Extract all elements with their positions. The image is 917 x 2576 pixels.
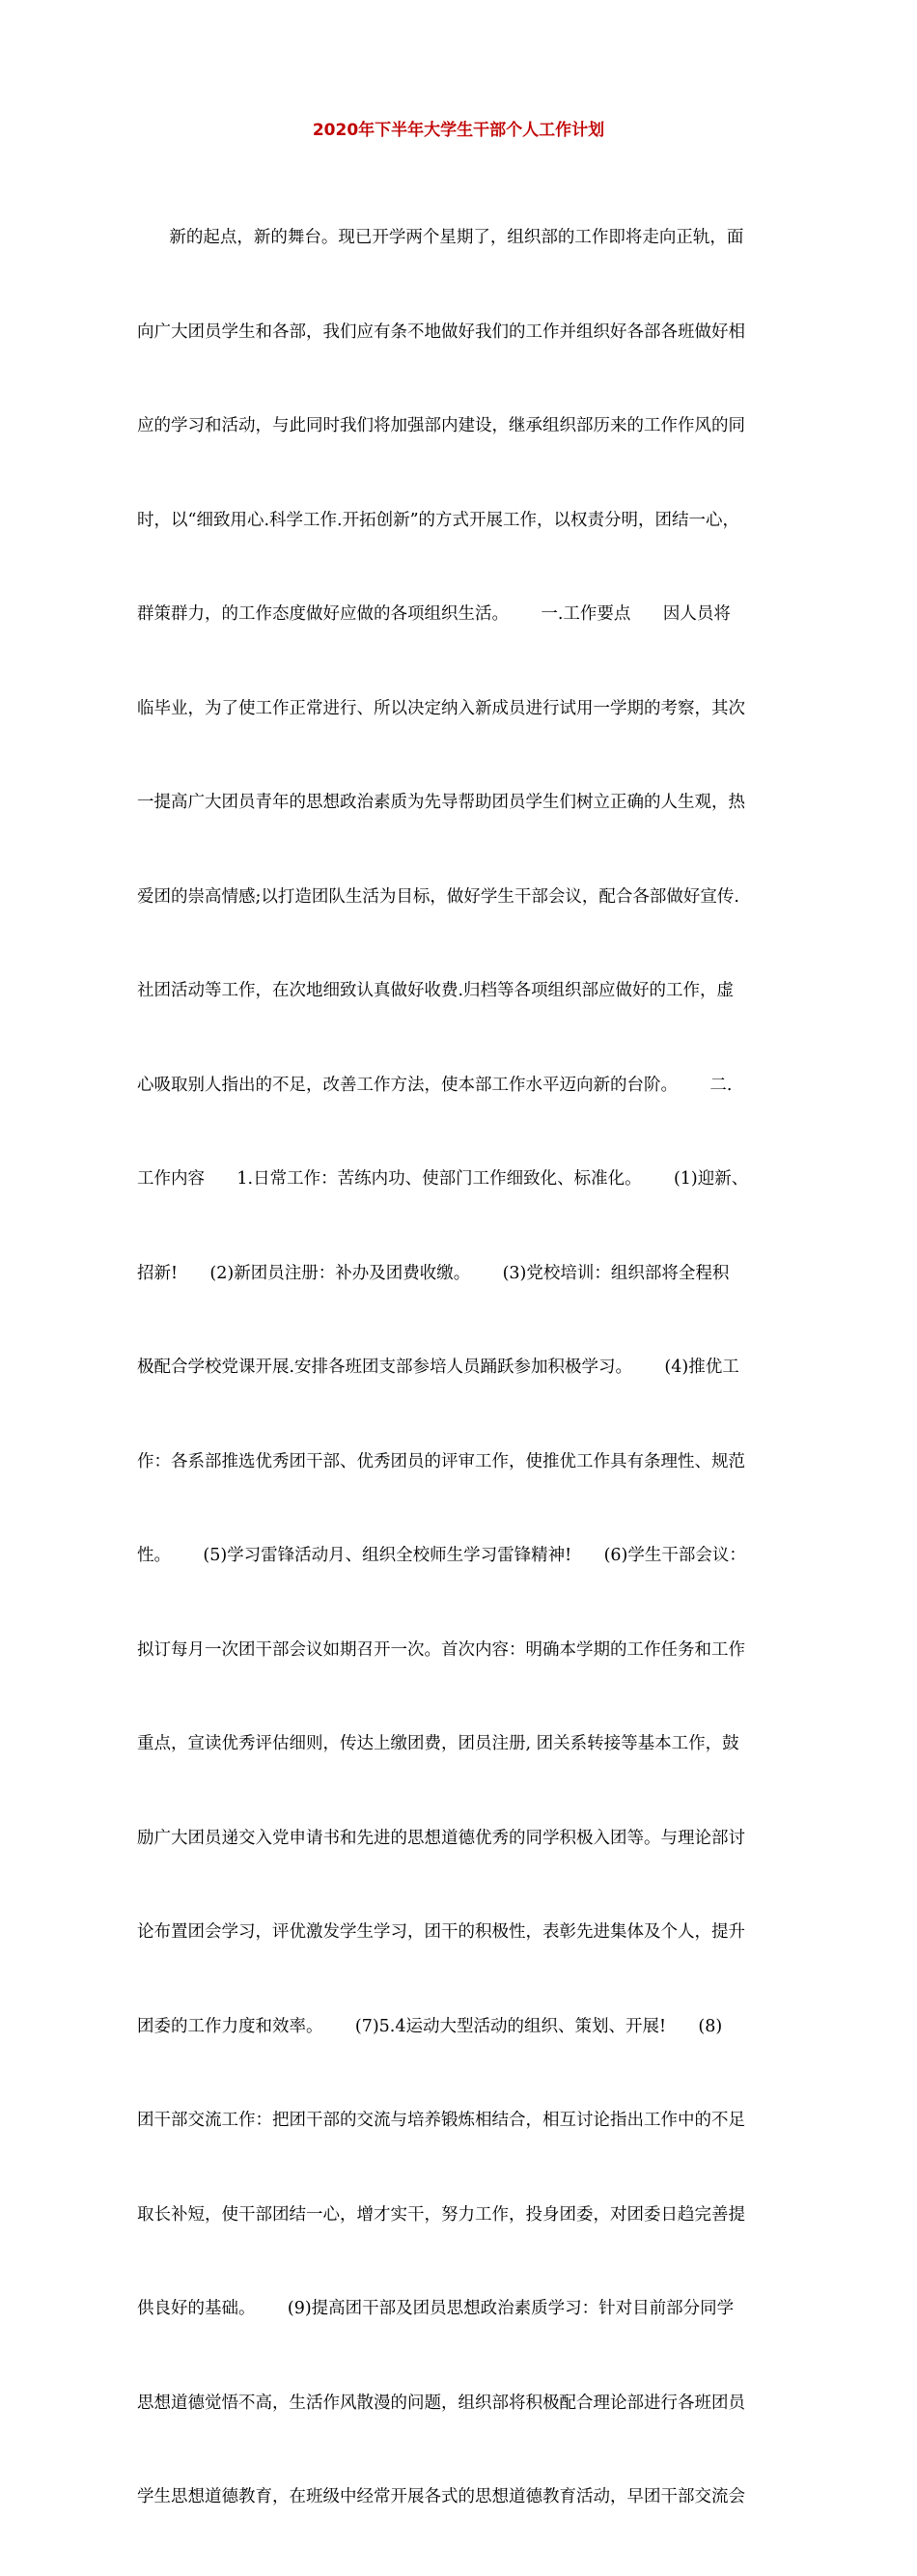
body-line: 新的起点，新的舞台。现已开学两个星期了，组织部的工作即将走向正轨，面 — [137, 228, 744, 247]
body-line: 爱团的崇高情感;以打造团队生活为目标，做好学生干部会议，配合各部做好宣传. — [137, 886, 739, 907]
body-line: 取长补短，使干部团结一心，增才实干，努力工作，投身团委，对团委日趋完善提 — [137, 2204, 745, 2225]
body-line: 社团活动等工作，在次地细致认真做好收费.归档等各项组织部应做好的工作，虚 — [137, 981, 735, 1000]
body-line: 拟订每月一次团干部会议如期召开一次。首次内容：明确本学期的工作任务和工作 — [137, 1639, 745, 1660]
body-line: 工作内容 1.日常工作：苦练内功、使部门工作细致化、标准化。 (1)迎新、 — [137, 1169, 749, 1189]
body-line: 团干部交流工作：把团干部的交流与培养锻炼相结合，相互讨论指出工作中的不足 — [137, 2111, 745, 2130]
body-line: 极配合学校党课开展.安排各班团支部参培人员踊跃参加积极学习。 (4)推优工 — [137, 1358, 739, 1377]
body-line: 临毕业，为了使工作正常进行、所以决定纳入新成员进行试用一学期的考察，其次 — [137, 698, 745, 718]
body-line: 心吸取别人指出的不足，改善工作方法，使本部工作水平迈向新的台阶。 二. — [137, 1075, 733, 1095]
body-line: 性。 (5)学习雷锋活动月、组织全校师生学习雷锋精神! (6)学生干部会议： — [137, 1546, 746, 1565]
body-line: 供良好的基础。 (9)提高团干部及团员思想政治素质学习：针对目前部分同学 — [137, 2299, 735, 2318]
body-line: 论布置团会学习，评优激发学生学习，团干的积极性，表彰先进集体及个人，提升 — [137, 1922, 745, 1942]
body-line: 时，以“细致用心.科学工作.开拓创新”的方式开展工作，以权责分明，团结一心， — [137, 510, 740, 530]
body-line: 作：各系部推选优秀团干部、优秀团员的评审工作，使推优工作具有条理性、规范 — [137, 1451, 745, 1471]
body-line: 向广大团员学生和各部，我们应有条不地做好我们的工作并组织好各部各班做好相 — [137, 322, 745, 342]
body-line: 重点，宣读优秀评估细则，传达上缴团费，团员注册, 团关系转接等基本工作，鼓 — [137, 1734, 739, 1753]
body-line: 群策群力，的工作态度做好应做的各项组织生活。 一.工作要点 因人员将 — [137, 604, 731, 624]
document-body — [137, 159, 774, 2576]
document-title: 2020年下半年大学生干部个人工作计划 — [312, 121, 605, 140]
body-line: 励广大团员递交入党申请书和先进的思想道德优秀的同学积极入团等。与理论部讨 — [137, 1828, 745, 1848]
body-line: 思想道德觉悟不高，生活作风散漫的问题，组织部将积极配合理论部进行各班团员 — [137, 2393, 745, 2413]
body-line: 团委的工作力度和效率。 (7)5.4运动大型活动的组织、策划、开展! (8) — [137, 2016, 723, 2036]
body-line: 学生思想道德教育，在班级中经常开展各式的思想道德教育活动，早团干部交流会 — [137, 2487, 745, 2506]
body-line: 应的学习和活动，与此同时我们将加强部内建设，继承组织部历来的工作作风的同 — [137, 416, 745, 435]
body-line: 招新! (2)新团员注册：补办及团费收缴。 (3)党校培训：组织部将全程积 — [137, 1263, 730, 1283]
body-line: 一提高广大团员青年的思想政治素质为先导帮助团员学生们树立正确的人生观，热 — [137, 793, 745, 812]
